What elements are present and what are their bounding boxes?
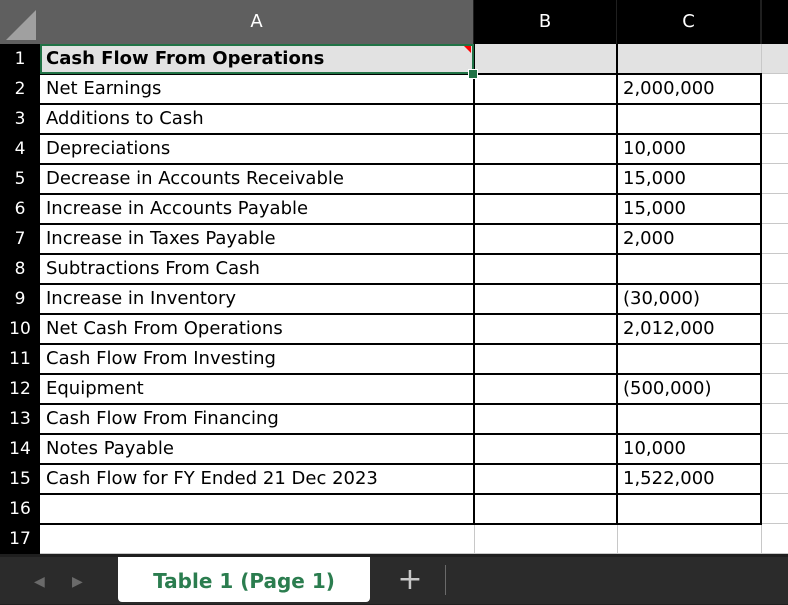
cell-a16[interactable] (40, 494, 474, 524)
cell-a14[interactable]: Notes Payable (46, 438, 174, 459)
cell-c14[interactable]: 10,000 (623, 438, 686, 459)
cell-border (40, 223, 762, 225)
cell-border (40, 523, 762, 525)
row-header-10[interactable]: 10 (0, 314, 40, 344)
row-header-12[interactable]: 12 (0, 374, 40, 404)
row-header-3[interactable]: 3 (0, 104, 40, 134)
fill-handle[interactable] (468, 69, 478, 79)
cell-a5[interactable]: Decrease in Accounts Receivable (46, 168, 344, 189)
cell-b15[interactable] (474, 464, 617, 494)
cell-b12[interactable] (474, 374, 617, 404)
select-all-button[interactable] (0, 0, 40, 44)
cell-b7[interactable] (474, 224, 617, 254)
cell-border (40, 163, 762, 165)
cell-border (616, 44, 618, 74)
cell-a6[interactable]: Increase in Accounts Payable (46, 198, 309, 219)
cell-a13[interactable]: Cash Flow From Financing (46, 408, 279, 429)
cell-border (40, 493, 762, 495)
column-header-overflow (762, 0, 788, 44)
cell-border (40, 463, 762, 465)
row-header-4[interactable]: 4 (0, 134, 40, 164)
cell-border (40, 343, 762, 345)
cell-border (40, 193, 762, 195)
cell-c11[interactable] (617, 344, 761, 374)
cell-border (760, 74, 762, 524)
row-header-7[interactable]: 7 (0, 224, 40, 254)
cell-b10[interactable] (474, 314, 617, 344)
cell-border (40, 283, 762, 285)
cell-c13[interactable] (617, 404, 761, 434)
cell-a4[interactable]: Depreciations (46, 138, 171, 159)
cell-border (40, 103, 762, 105)
cell-a10[interactable]: Net Cash From Operations (46, 318, 283, 339)
cell-c16[interactable] (617, 494, 761, 524)
row-header-9[interactable]: 9 (0, 284, 40, 314)
cell-c4[interactable]: 10,000 (623, 138, 686, 159)
cell-border (473, 74, 475, 524)
cell-b5[interactable] (474, 164, 617, 194)
cell-c5[interactable]: 15,000 (623, 168, 686, 189)
cell-a7[interactable]: Increase in Taxes Payable (46, 228, 276, 249)
cell-c8[interactable] (617, 254, 761, 284)
cell-b16[interactable] (474, 494, 617, 524)
cell-a2[interactable]: Net Earnings (46, 78, 162, 99)
select-all-triangle-icon (0, 0, 40, 44)
tab-divider (445, 565, 446, 595)
row-header-5[interactable]: 5 (0, 164, 40, 194)
row-header-6[interactable]: 6 (0, 194, 40, 224)
column-header-a[interactable]: A (40, 0, 473, 44)
row-header-13[interactable]: 13 (0, 404, 40, 434)
cell-border (40, 313, 762, 315)
sheet-tab-table-1[interactable]: Table 1 (Page 1) (118, 557, 370, 602)
cell-b11[interactable] (474, 344, 617, 374)
cell-b14[interactable] (474, 434, 617, 464)
cell-c10[interactable]: 2,012,000 (623, 318, 715, 339)
cell-c15[interactable]: 1,522,000 (623, 468, 715, 489)
cell-c17[interactable] (617, 524, 761, 554)
cell-a1[interactable]: Cash Flow From Operations (40, 44, 474, 74)
cell-border (40, 433, 762, 435)
cell-b9[interactable] (474, 284, 617, 314)
row-header-2[interactable]: 2 (0, 74, 40, 104)
cell-c2[interactable]: 2,000,000 (623, 78, 715, 99)
cell-border (40, 133, 762, 135)
cell-c1[interactable] (617, 44, 761, 74)
cell-a8[interactable]: Subtractions From Cash (46, 258, 260, 279)
row-header-16[interactable]: 16 (0, 494, 40, 524)
row-header-1[interactable]: 1 (0, 44, 40, 74)
row-header-11[interactable]: 11 (0, 344, 40, 374)
cell-border (40, 403, 762, 405)
cell-c7[interactable]: 2,000 (623, 228, 675, 249)
cell-a11[interactable]: Cash Flow From Investing (46, 348, 276, 369)
cell-b2[interactable] (474, 74, 617, 104)
cell-border (40, 253, 762, 255)
cell-c12[interactable]: (500,000) (623, 378, 712, 399)
row-header-8[interactable]: 8 (0, 254, 40, 284)
chevron-left-icon[interactable]: ◀ (34, 574, 45, 590)
cell-b3[interactable] (474, 104, 617, 134)
cell-a9[interactable]: Increase in Inventory (46, 288, 237, 309)
cell-a15[interactable]: Cash Flow for FY Ended 21 Dec 2023 (46, 468, 378, 489)
cell-border (616, 74, 618, 524)
cell-border (40, 373, 762, 375)
cell-b17[interactable] (474, 524, 617, 554)
comment-indicator-icon[interactable] (464, 46, 471, 53)
column-header-c[interactable]: C (617, 0, 760, 44)
cell-b6[interactable] (474, 194, 617, 224)
row-header-15[interactable]: 15 (0, 464, 40, 494)
cell-b13[interactable] (474, 404, 617, 434)
chevron-right-icon[interactable]: ▶ (72, 574, 83, 590)
cell-a12[interactable]: Equipment (46, 378, 144, 399)
column-header-b[interactable]: B (474, 0, 616, 44)
plus-icon[interactable]: + (397, 562, 423, 597)
cell-a17[interactable] (40, 524, 474, 554)
row-header-17[interactable]: 17 (0, 524, 40, 554)
row-header-14[interactable]: 14 (0, 434, 40, 464)
cell-a3[interactable]: Additions to Cash (46, 108, 204, 129)
cell-c9[interactable]: (30,000) (623, 288, 701, 309)
cell-b4[interactable] (474, 134, 617, 164)
cell-b1[interactable] (474, 44, 617, 74)
cell-c3[interactable] (617, 104, 761, 134)
cell-b8[interactable] (474, 254, 617, 284)
active-cell-selection[interactable] (40, 44, 474, 74)
cell-c6[interactable]: 15,000 (623, 198, 686, 219)
